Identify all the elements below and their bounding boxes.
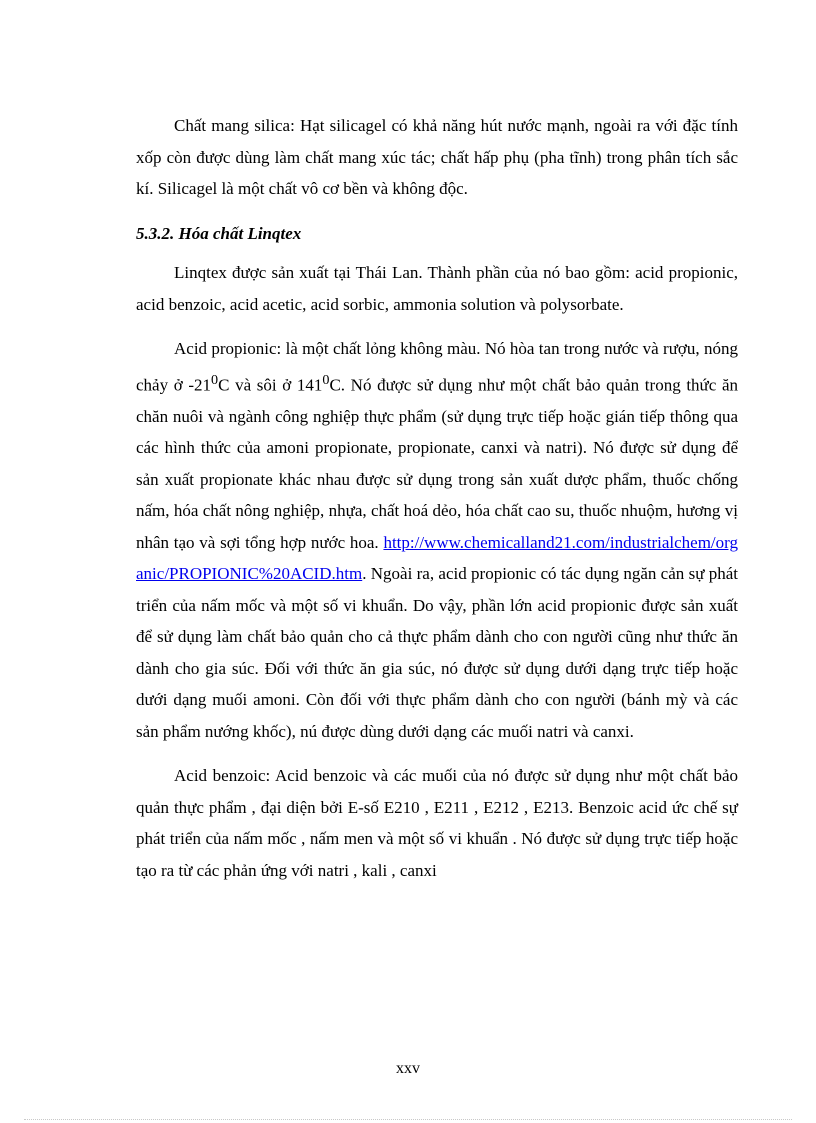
propionic-text-4: . Ngoài ra, acid propionic có tác dụng ngăn cản sự phát triển của nấm mốc và một số vi khuẩn. Do vậy, phần lớn acid propionic được sản xuất để sử dụng làm chất bảo quản cho cả thực phẩm dành cho con người cũng như thức ăn dành cho gia súc. Đối với thức ăn gia súc, nó được sử dụng dưới dạng trực tiếp hoặc dưới dạng muối amoni. Còn đối với thực phẩm dành cho con người (bánh mỳ và các sản phẩm nướng khốc), nú được dùng dưới dạng các muối natri và canxi. xyxy=(136,564,738,741)
section-heading: 5.3.2. Hóa chất Linqtex xyxy=(136,223,302,243)
paragraph-linqtex: Linqtex được sản xuất tại Thái Lan. Thành phần của nó bao gồm: acid propionic, acid benzoic, acid acetic, acid sorbic, ammonia solution và polysorbate. xyxy=(136,263,738,314)
document-body xyxy=(136,110,738,899)
degree-superscript-1: 0 xyxy=(211,371,219,388)
paragraph-benzoic: Acid benzoic: Acid benzoic và các muối của nó được sử dụng như một chất bảo quản thực phẩm , đại diện bởi E-số E210 , E211 , E212 , E213. Benzoic acid ức chế sự phát triển của nấm mốc , nấm men và một số vi khuẩn . Nó được sử dụng trực tiếp hoặc tạo ra từ các phản ứng với natri , kali , canxi xyxy=(136,766,738,880)
propionic-text-3: C. Nó được sử dụng như một chất bảo quản trong thức ăn chăn nuôi và ngành công nghiệp thực phẩm (sử dụng trực tiếp hoặc gián tiếp thông qua các hình thức của amoni propionate, propionate, canxi và natri). Nó được sử dụng để sản xuất propionate khác nhau được sử dụng trong sản xuất dược phẩm, thuốc chống nấm, hóa chất nông nghiệp, nhựa, chất hoá dẻo, hóa chất cao su, thuốc nhuộm, hương vị nhân tạo và sợi tổng hợp nước hoa. xyxy=(136,375,738,552)
propionic-text-2: C và sôi ở 141 xyxy=(218,375,323,395)
page-number: xxv xyxy=(396,1060,420,1077)
page-bottom-divider xyxy=(24,1119,792,1120)
chemicalland-link[interactable]: http://www.chemicalland21.com/industrialchem/organic/PROPIONIC%20ACID.htm xyxy=(136,532,738,584)
propionic-text-1: Acid propionic: là một chất lỏng không màu. Nó hòa tan trong nước và rượu, nóng chảy ở -21 xyxy=(136,339,738,395)
paragraph-propionic xyxy=(136,333,738,747)
degree-superscript-2: 0 xyxy=(322,371,330,388)
paragraph-silica: Chất mang silica: Hạt silicagel có khả năng hút nước mạnh, ngoài ra với đặc tính xốp còn được dùng làm chất mang xúc tác; chất hấp phụ (pha tĩnh) trong phân tích sắc kí. Silicagel là một chất vô cơ bền và không độc. xyxy=(136,116,738,198)
